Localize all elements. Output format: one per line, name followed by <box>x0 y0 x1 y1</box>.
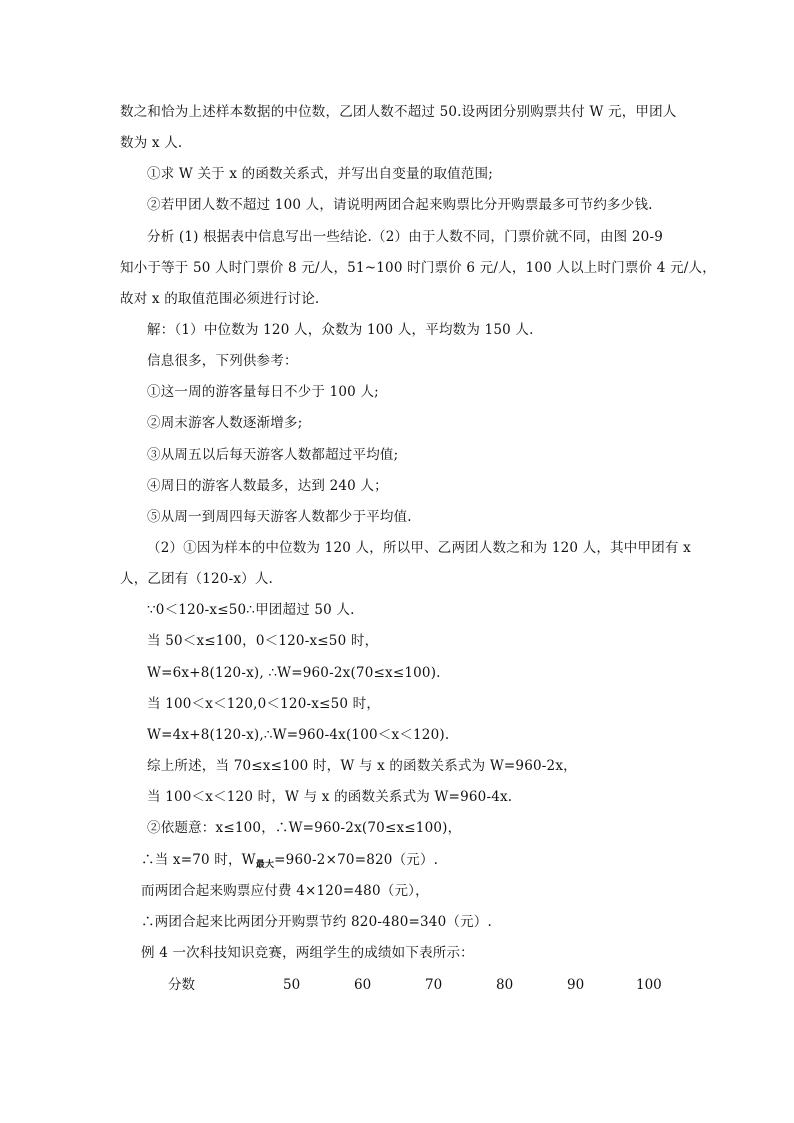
example-heading: 例 4 一次科技知识竞赛，两组学生的成绩如下表所示： <box>141 945 474 961</box>
text-line: ④周日的游客人数最多，达到 240 人； <box>147 478 388 494</box>
max-line-suffix: =960-2×70=820（元）. <box>274 852 439 868</box>
max-subscript: 最大 <box>255 860 275 870</box>
text-line: 当 100＜x＜120 时，W 与 x 的函数关系式为 W=960-4x. <box>147 789 513 805</box>
text-line: W=4x+8(120-x),∴W=960-4x(100＜x＜120). <box>147 727 450 743</box>
score-header-label: 分数 <box>168 977 195 993</box>
text-line: ②依题意：x≤100，∴W=960-2x(70≤x≤100)， <box>147 820 462 836</box>
text-line: ①这一周的游客量每日不少于 100 人; <box>147 384 379 400</box>
text-line: 知小于等于 50 人时门票价 8 元/人，51~100 时门票价 6 元/人，100 人以上时门票价 4 元/人， <box>120 260 716 276</box>
text-line: 而两团合起来购票应付费 4×120=480（元）， <box>141 883 429 899</box>
text-line: （2）①因为样本的中位数为 120 人，所以甲、乙两团人数之和为 120 人，其中甲团有 x <box>147 540 691 556</box>
score-column: 70 <box>425 977 443 993</box>
text-line: 综上所述，当 70≤x≤100 时，W 与 x 的函数关系式为 W=960-2x， <box>147 758 577 774</box>
max-line-prefix: ∴当 x=70 时，W <box>141 852 256 868</box>
text-line: ②若甲团人数不超过 100 人，请说明两团合起来购票比分开购票最多可节约多少钱. <box>147 197 653 213</box>
text-line: 人，乙团有（120-x）人. <box>120 571 274 587</box>
text-line: 当 100＜x＜120,0＜120-x≤50 时， <box>147 696 381 712</box>
text-line: 分析 (1) 根据表中信息写出一些结论.（2）由于人数不同，门票价就不同，由图 20-9 <box>147 229 664 245</box>
score-column: 80 <box>496 977 514 993</box>
text-line: 数为 x 人. <box>120 135 183 151</box>
text-line: 解：（1）中位数为 120 人，众数为 100 人，平均数为 150 人. <box>147 322 534 338</box>
text-line: 当 50＜x≤100，0＜120-x≤50 时， <box>147 633 379 649</box>
score-column: 60 <box>354 977 372 993</box>
score-column: 50 <box>283 977 301 993</box>
text-line: 故对 x 的取值范围必须进行讨论. <box>120 291 320 307</box>
score-table-header-row <box>0 976 794 994</box>
text-line: ∴两团合起来比两团分开购票节约 820-480=340（元）. <box>141 914 492 930</box>
score-column: 90 <box>567 977 585 993</box>
max-value-line <box>141 851 438 874</box>
text-line: ⑤从周一到周四每天游客人数都少于平均值. <box>147 509 412 525</box>
text-line: ③从周五以后每天游客人数都超过平均值; <box>147 447 399 463</box>
text-line: 信息很多，下列供参考： <box>147 353 298 369</box>
text-line: ∵0＜120-x≤50∴甲团超过 50 人. <box>147 602 355 618</box>
text-line: ①求 W 关于 x 的函数关系式，并写出自变量的取值范围; <box>147 166 494 182</box>
text-line: W=6x+8(120-x), ∴W=960-2x(70≤x≤100). <box>147 665 441 681</box>
text-line: 数之和恰为上述样本数据的中位数，乙团人数不超过 50.设两团分别购票共付 W 元，甲团人 <box>120 104 677 120</box>
score-column: 100 <box>636 977 662 993</box>
text-line: ②周末游客人数逐渐增多; <box>147 415 303 431</box>
